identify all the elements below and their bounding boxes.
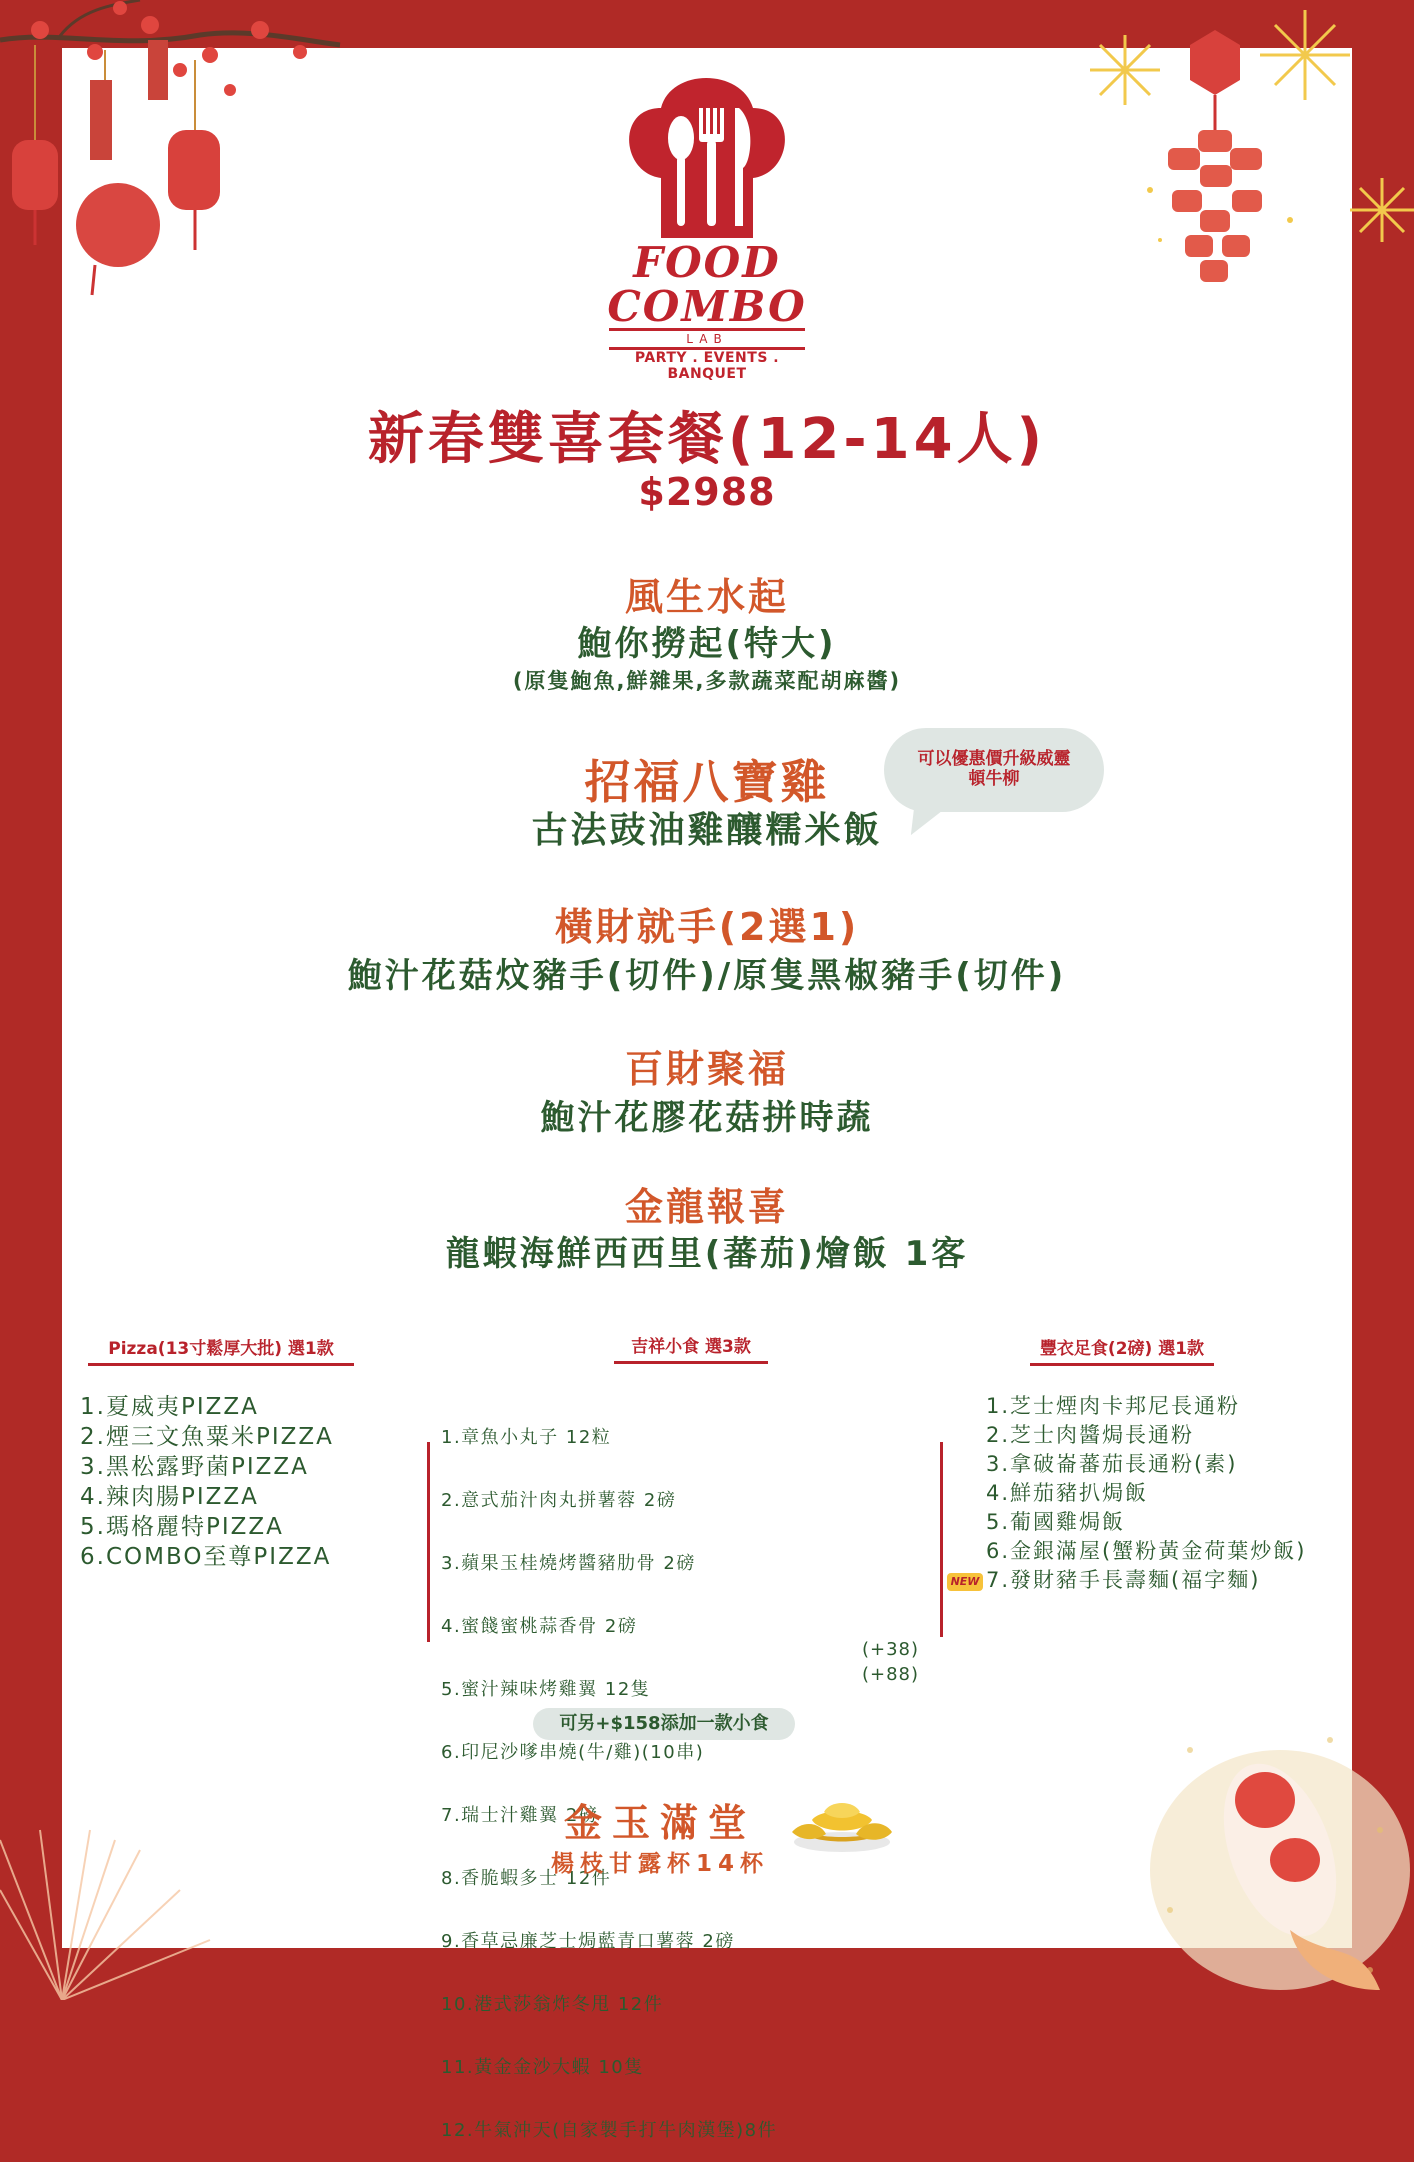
list-item: 3.黑松露野菌PIZZA: [80, 1454, 309, 1480]
list-item: 1.芝士煙肉卡邦尼長通粉: [986, 1394, 1241, 1418]
gold-ingot-icon: [790, 1790, 894, 1854]
section-3-dish: 鮑汁花菇炆豬手(切件)/原隻黑椒豬手(切件): [347, 956, 1067, 996]
list-item: 1.章魚小丸子 12粒: [441, 1427, 612, 1448]
addon-snack-badge: 可另+$158添加一款小食: [533, 1708, 795, 1740]
list-item: 12.牛氣沖天(自家製手打牛肉漢堡)8件: [441, 2120, 778, 2141]
section-5-title: 金龍報喜: [624, 1185, 789, 1229]
snacks-list: [441, 1387, 777, 2162]
list-item: 5.蜜汁辣味烤雞翼 12隻: [441, 1679, 651, 1700]
list-item: 4.辣肉腸PIZZA: [80, 1484, 259, 1510]
list-item: 5.葡國雞焗飯: [986, 1510, 1126, 1534]
list-item: 6.COMBO至尊PIZZA: [80, 1544, 332, 1570]
list-item: 5.瑪格麗特PIZZA: [80, 1514, 284, 1540]
list-item: 6.金銀滿屋(蟹粉黃金荷葉炒飯): [986, 1539, 1307, 1563]
surcharge-item-12: (+88): [862, 1664, 920, 1685]
filling-heading: 豐衣足食(2磅) 選1款: [1030, 1334, 1214, 1366]
dessert-item: 楊枝甘露杯14杯: [550, 1851, 769, 1877]
firecracker-icon: [1050, 0, 1414, 300]
snacks-divider: [427, 1442, 430, 1642]
list-item: 3.拿破崙蕃茄長通粉(素): [986, 1452, 1238, 1476]
firework-icon: [0, 1660, 230, 2000]
dessert-title: 金玉滿堂: [563, 1801, 756, 1845]
list-item: 4.蜜餞蜜桃蒜香骨 2磅: [441, 1616, 638, 1637]
section-5-dish: 龍蝦海鮮西西里(蕃茄)燴飯 1客: [445, 1234, 969, 1274]
chef-hat-cutlery-logo-icon: [621, 68, 793, 240]
list-item: 7.瑞士汁雞翼 2磅: [441, 1805, 599, 1826]
logo-food: FOOD: [633, 238, 781, 287]
section-1-note: (原隻鮑魚,鮮雜果,多款蔬菜配胡麻醬): [512, 669, 902, 693]
section-2-title: 招福八寶雞: [584, 755, 830, 809]
snacks-heading: 吉祥小食 選3款: [614, 1332, 768, 1364]
list-item: 6.印尼沙嗲串燒(牛/雞)(10串): [441, 1742, 705, 1763]
logo-tagline: PARTY . EVENTS . BANQUET: [634, 350, 780, 382]
new-badge: NEW: [947, 1573, 983, 1591]
blossom-lantern-icon: [0, 0, 350, 310]
section-1-dish: 鮑你撈起(特大): [577, 624, 837, 664]
list-item: 2.芝士肉醬焗長通粉: [986, 1423, 1195, 1447]
list-item: 4.鮮茄豬扒焗飯: [986, 1481, 1149, 1505]
pizza-heading: Pizza(13寸鬆厚大批) 選1款: [88, 1334, 354, 1366]
list-item: 2.意式茄汁肉丸拼薯蓉 2磅: [441, 1490, 677, 1511]
upgrade-note-line-2: 頓牛柳: [968, 769, 1020, 789]
list-item: 7.發財豬手長壽麵(福字麵): [986, 1568, 1261, 1592]
list-item: 11.黃金金沙大蝦 10隻: [441, 2057, 644, 2078]
upgrade-note-line-1: 可以優惠價升級威靈: [917, 749, 1071, 769]
section-4-title: 百財聚福: [624, 1047, 789, 1091]
logo-lab: LAB: [609, 328, 805, 350]
section-3-title: 橫財就手(2選1): [554, 905, 860, 949]
surcharge-item-11: (+38): [862, 1639, 920, 1660]
logo-combo: COMBO: [607, 282, 807, 331]
list-item: 3.蘋果玉桂燒烤醬豬肋骨 2磅: [441, 1553, 696, 1574]
list-item: 8.香脆蝦多士 12件: [441, 1868, 612, 1889]
menu-price: $2988: [638, 470, 776, 514]
upgrade-note: [892, 749, 1096, 789]
koi-fish-icon: [1130, 1710, 1414, 2000]
section-1-title: 風生水起: [624, 575, 789, 619]
filling-list: [986, 1392, 1306, 1595]
list-item: 1.夏威夷PIZZA: [80, 1394, 259, 1420]
menu-title: 新春雙喜套餐(12-14人): [367, 407, 1047, 472]
brand-logo: [603, 68, 811, 382]
section-4-dish: 鮑汁花膠花菇拼時蔬: [540, 1098, 874, 1138]
list-item: 10.港式莎翁炸冬甩 12件: [441, 1994, 664, 2015]
section-2-dish: 古法豉油雞釀糯米飯: [531, 810, 883, 851]
pizza-list: [80, 1392, 334, 1572]
list-item: 9.香草忌廉芝士焗藍青口薯蓉 2磅: [441, 1931, 735, 1952]
list-item: 2.煙三文魚粟米PIZZA: [80, 1424, 334, 1450]
filling-divider: [940, 1442, 943, 1637]
